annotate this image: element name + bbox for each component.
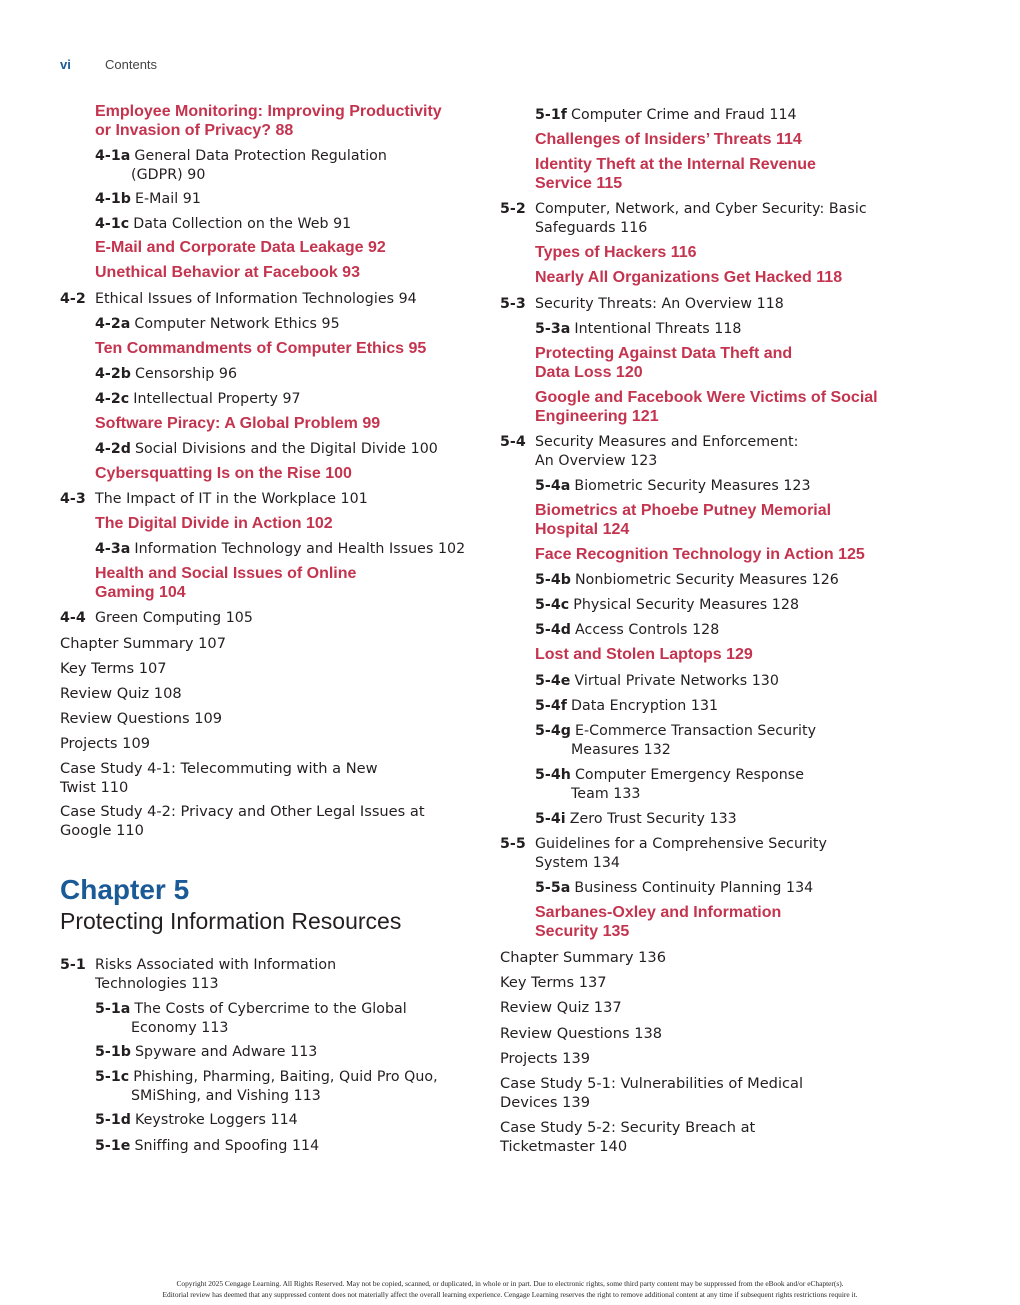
feature-box-title-line: E-Mail and Corporate Data Leakage 92 <box>95 239 386 256</box>
section-title-line: System 134 <box>535 854 620 871</box>
feature-box-title-line: Health and Social Issues of Online <box>95 565 357 582</box>
subsection-entry <box>95 540 465 559</box>
chapter-title: Protecting Information Resources <box>60 908 402 934</box>
section-entry <box>60 609 253 628</box>
feature-box-title <box>535 645 753 664</box>
subsection-entry <box>95 1137 319 1156</box>
feature-box-title <box>535 243 697 262</box>
subsection-title-line: Spyware and Adware 113 <box>135 1044 318 1060</box>
feature-box-title <box>95 514 333 533</box>
subsection-number: 4-2d <box>95 441 131 457</box>
section-entry <box>500 200 867 237</box>
end-matter-entry <box>60 734 150 753</box>
subsection-title-line: Information Technology and Health Issues 102 <box>134 541 466 557</box>
subsection-title-line: Intellectual Property 97 <box>133 391 301 407</box>
feature-box-title-line: or Invasion of Privacy? 88 <box>95 122 294 139</box>
subsection-title-line: Measures 132 <box>571 741 671 758</box>
subsection-title-line: (GDPR) 90 <box>131 166 206 183</box>
subsection-title-line: The Costs of Cybercrime to the Global <box>134 1001 407 1017</box>
subsection-number: 4-2a <box>95 316 131 332</box>
feature-box-title-line: Service 115 <box>535 175 623 192</box>
subsection-entry <box>535 106 797 125</box>
feature-box-title <box>95 102 442 140</box>
section-title-line: Green Computing 105 <box>95 610 253 626</box>
subsection-number: 4-2c <box>95 391 130 407</box>
feature-box-title <box>535 344 792 382</box>
end-matter-entry <box>500 1118 755 1156</box>
feature-box-title-line: Data Loss 120 <box>535 364 643 381</box>
feature-box-title-line: Protecting Against Data Theft and <box>535 345 793 362</box>
end-matter-line: Chapter Summary 107 <box>60 635 227 652</box>
end-matter-entry <box>60 802 425 840</box>
section-entry <box>500 433 798 470</box>
feature-box-title-line: Gaming 104 <box>95 584 186 601</box>
subsection-entry <box>535 320 741 339</box>
subsection-entry <box>535 722 816 759</box>
feature-box-title-line: Challenges of Insiders’ Threats 114 <box>535 131 802 148</box>
feature-box-title-line: Biometrics at Phoebe Putney Memorial <box>535 502 832 519</box>
section-entry <box>60 290 417 309</box>
feature-box-title <box>95 414 380 433</box>
end-matter-entry <box>500 973 607 992</box>
subsection-entry <box>535 672 779 691</box>
subsection-title-line: Team 133 <box>571 785 641 802</box>
subsection-entry <box>535 621 719 640</box>
section-title-line: The Impact of IT in the Workplace 101 <box>95 491 368 507</box>
subsection-entry <box>95 315 340 334</box>
subsection-number: 5-5a <box>535 880 571 896</box>
subsection-entry <box>95 215 351 234</box>
subsection-entry <box>95 1068 438 1105</box>
section-entry <box>60 956 336 993</box>
section-number: 4-2 <box>60 291 86 307</box>
feature-box-title-line: Ten Commandments of Computer Ethics 95 <box>95 340 427 357</box>
feature-box-title-line: Employee Monitoring: Improving Productivity <box>95 103 442 120</box>
end-matter-line: Google 110 <box>60 822 144 839</box>
page-number: vi <box>60 57 71 72</box>
section-number: 4-4 <box>60 610 86 626</box>
section-title-line: Risks Associated with Information <box>95 957 337 973</box>
subsection-number: 5-4a <box>535 478 571 494</box>
subsection-entry <box>535 596 799 615</box>
end-matter-line: Review Questions 109 <box>60 710 223 727</box>
subsection-number: 5-4e <box>535 673 571 689</box>
subsection-number: 5-4f <box>535 698 568 714</box>
section-entry <box>500 295 784 314</box>
section-entry <box>60 490 368 509</box>
subsection-entry <box>535 571 839 590</box>
subsection-number: 5-4d <box>535 622 571 638</box>
feature-box-title <box>95 339 426 358</box>
subsection-title-line: Biometric Security Measures 123 <box>574 478 811 494</box>
feature-box-title <box>535 545 865 564</box>
feature-box-title <box>535 155 816 193</box>
subsection-entry <box>95 440 438 459</box>
feature-box-title <box>535 130 802 149</box>
subsection-entry <box>95 1043 317 1062</box>
feature-box-title <box>535 388 878 426</box>
subsection-number: 4-1b <box>95 191 131 207</box>
page-header <box>60 57 158 73</box>
copyright-line-1: Copyright 2025 Cengage Learning. All Rights Reserved. May not be copied, scanned, or duplicated, in whole or in part. Due to electronic rights, some third party content may be suppressed from the eBook and/or eChapter(s). <box>176 1279 844 1288</box>
section-title-line: Guidelines for a Comprehensive Security <box>535 836 827 852</box>
subsection-title-line: Intentional Threats 118 <box>574 321 742 337</box>
feature-box-title-line: Hospital 124 <box>535 521 630 538</box>
end-matter-entry <box>60 759 378 797</box>
subsection-title-line: Data Collection on the Web 91 <box>133 216 352 232</box>
end-matter-line: Key Terms 137 <box>500 974 607 991</box>
end-matter-line: Key Terms 107 <box>60 660 167 677</box>
subsection-title-line: Access Controls 128 <box>575 622 720 638</box>
subsection-number: 5-1f <box>535 107 568 123</box>
feature-box-title-line: Sarbanes-Oxley and Information <box>535 904 782 921</box>
subsection-number: 4-2b <box>95 366 131 382</box>
subsection-number: 5-4i <box>535 811 566 827</box>
subsection-number: 5-4h <box>535 767 571 783</box>
section-entry <box>500 835 827 872</box>
subsection-title-line: Social Divisions and the Digital Divide 100 <box>135 441 438 457</box>
subsection-number: 5-3a <box>535 321 571 337</box>
end-matter-line: Review Quiz 108 <box>60 685 182 702</box>
end-matter-line: Review Quiz 137 <box>500 999 622 1016</box>
subsection-title-line: Nonbiometric Security Measures 126 <box>575 572 839 588</box>
subsection-number: 4-1a <box>95 148 131 164</box>
feature-box-title-line: Cybersquatting Is on the Rise 100 <box>95 465 352 482</box>
feature-box-title <box>95 564 356 602</box>
subsection-number: 4-3a <box>95 541 131 557</box>
section-number: 5-2 <box>500 201 526 217</box>
subsection-number: 5-4g <box>535 723 571 739</box>
subsection-number: 5-1a <box>95 1001 131 1017</box>
subsection-title-line: Computer Emergency Response <box>574 767 804 783</box>
end-matter-line: Case Study 5-2: Security Breach at <box>500 1119 756 1136</box>
subsection-number: 5-1b <box>95 1044 131 1060</box>
feature-box-title-line: Nearly All Organizations Get Hacked 118 <box>535 269 843 286</box>
subsection-entry <box>535 766 804 803</box>
end-matter-line: Projects 109 <box>60 735 151 752</box>
end-matter-entry <box>500 948 666 967</box>
subsection-entry <box>95 1000 407 1037</box>
subsection-title-line: SMiShing, and Vishing 113 <box>131 1087 321 1104</box>
section-title-line: Technologies 113 <box>95 975 219 992</box>
feature-box-title-line: Security 135 <box>535 923 630 940</box>
end-matter-line: Chapter Summary 136 <box>500 949 667 966</box>
subsection-entry <box>535 879 813 898</box>
subsection-entry <box>95 190 201 209</box>
subsection-title-line: General Data Protection Regulation <box>134 148 387 164</box>
subsection-number: 5-4b <box>535 572 571 588</box>
section-number: 5-5 <box>500 836 526 852</box>
end-matter-entry <box>500 1074 803 1112</box>
end-matter-entry <box>60 659 167 678</box>
subsection-entry <box>95 1111 298 1130</box>
feature-box-title <box>535 903 781 941</box>
feature-box-title <box>95 464 352 483</box>
subsection-title-line: Economy 113 <box>131 1019 229 1036</box>
end-matter-line: Projects 139 <box>500 1050 591 1067</box>
end-matter-line: Ticketmaster 140 <box>500 1138 628 1155</box>
subsection-title-line: Censorship 96 <box>135 366 238 382</box>
subsection-title-line: Zero Trust Security 133 <box>569 811 737 827</box>
end-matter-line: Case Study 4-1: Telecommuting with a New <box>60 760 378 777</box>
feature-box-title-line: Engineering 121 <box>535 408 659 425</box>
end-matter-entry <box>60 634 226 653</box>
end-matter-entry <box>500 998 622 1017</box>
subsection-title-line: Sniffing and Spoofing 114 <box>134 1138 320 1154</box>
subsection-title-line: Business Continuity Planning 134 <box>574 880 814 896</box>
end-matter-line: Review Questions 138 <box>500 1025 663 1042</box>
section-title-line: Computer, Network, and Cyber Security: Basic <box>535 201 867 217</box>
feature-box-title-line: Lost and Stolen Laptops 129 <box>535 646 753 663</box>
feature-box-title-line: Identity Theft at the Internal Revenue <box>535 156 816 173</box>
chapter-label: Chapter 5 <box>60 874 190 905</box>
subsection-entry <box>95 390 301 409</box>
subsection-title-line: Virtual Private Networks 130 <box>574 673 779 689</box>
feature-box-title-line: Face Recognition Technology in Action 125 <box>535 546 865 563</box>
feature-box-title-line: Types of Hackers 116 <box>535 244 697 261</box>
subsection-title-line: Physical Security Measures 128 <box>573 597 800 613</box>
subsection-entry <box>95 365 237 384</box>
subsection-entry <box>535 810 737 829</box>
end-matter-entry <box>60 709 222 728</box>
feature-box-title-line: Google and Facebook Were Victims of Social <box>535 389 878 406</box>
feature-box-title <box>535 268 842 287</box>
subsection-entry <box>95 147 387 184</box>
feature-box-title-line: Software Piracy: A Global Problem 99 <box>95 415 381 432</box>
subsection-title-line: Data Encryption 131 <box>571 698 719 714</box>
subsection-title-line: Computer Network Ethics 95 <box>134 316 340 332</box>
subsection-title-line: Phishing, Pharming, Baiting, Quid Pro Quo, <box>133 1069 438 1085</box>
subsection-number: 4-1c <box>95 216 130 232</box>
feature-box-title <box>95 263 360 282</box>
section-number: 4-3 <box>60 491 86 507</box>
subsection-number: 5-1c <box>95 1069 130 1085</box>
subsection-title-line: Keystroke Loggers 114 <box>135 1112 298 1128</box>
end-matter-entry <box>500 1024 662 1043</box>
subsection-number: 5-4c <box>535 597 570 613</box>
subsection-entry <box>535 697 718 716</box>
section-number: 5-4 <box>500 434 526 450</box>
end-matter-line: Devices 139 <box>500 1094 591 1111</box>
subsection-title-line: E-Commerce Transaction Security <box>575 723 817 739</box>
section-title-line: Safeguards 116 <box>535 219 648 236</box>
end-matter-entry <box>60 684 182 703</box>
section-title-line: Security Measures and Enforcement: <box>535 434 799 450</box>
section-title-line: Ethical Issues of Information Technologies 94 <box>95 291 417 307</box>
subsection-title-line: Computer Crime and Fraud 114 <box>571 107 797 123</box>
subsection-title-line: E-Mail 91 <box>135 191 201 207</box>
copyright-line-2: Editorial review has deemed that any suppressed content does not materially affect the overall learning experience. Cengage Learning reserves the right to remove additional content at any time if subsequent rights restrictions require it. <box>162 1290 858 1299</box>
section-number: 5-1 <box>60 957 86 973</box>
header-section-title: Contents <box>105 57 158 72</box>
feature-box-title-line: Unethical Behavior at Facebook 93 <box>95 264 360 281</box>
subsection-number: 5-1e <box>95 1138 131 1154</box>
feature-box-title <box>535 501 831 539</box>
section-number: 5-3 <box>500 296 526 312</box>
section-title-line: Security Threats: An Overview 118 <box>535 296 784 312</box>
end-matter-entry <box>500 1049 590 1068</box>
subsection-entry <box>535 477 811 496</box>
end-matter-line: Twist 110 <box>60 779 129 796</box>
end-matter-line: Case Study 5-1: Vulnerabilities of Medical <box>500 1075 804 1092</box>
copyright-footer <box>0 1278 1020 1300</box>
subsection-number: 5-1d <box>95 1112 131 1128</box>
feature-box-title-line: The Digital Divide in Action 102 <box>95 515 333 532</box>
feature-box-title <box>95 238 386 257</box>
section-title-line: An Overview 123 <box>535 452 658 469</box>
end-matter-line: Case Study 4-2: Privacy and Other Legal Issues at <box>60 803 425 820</box>
